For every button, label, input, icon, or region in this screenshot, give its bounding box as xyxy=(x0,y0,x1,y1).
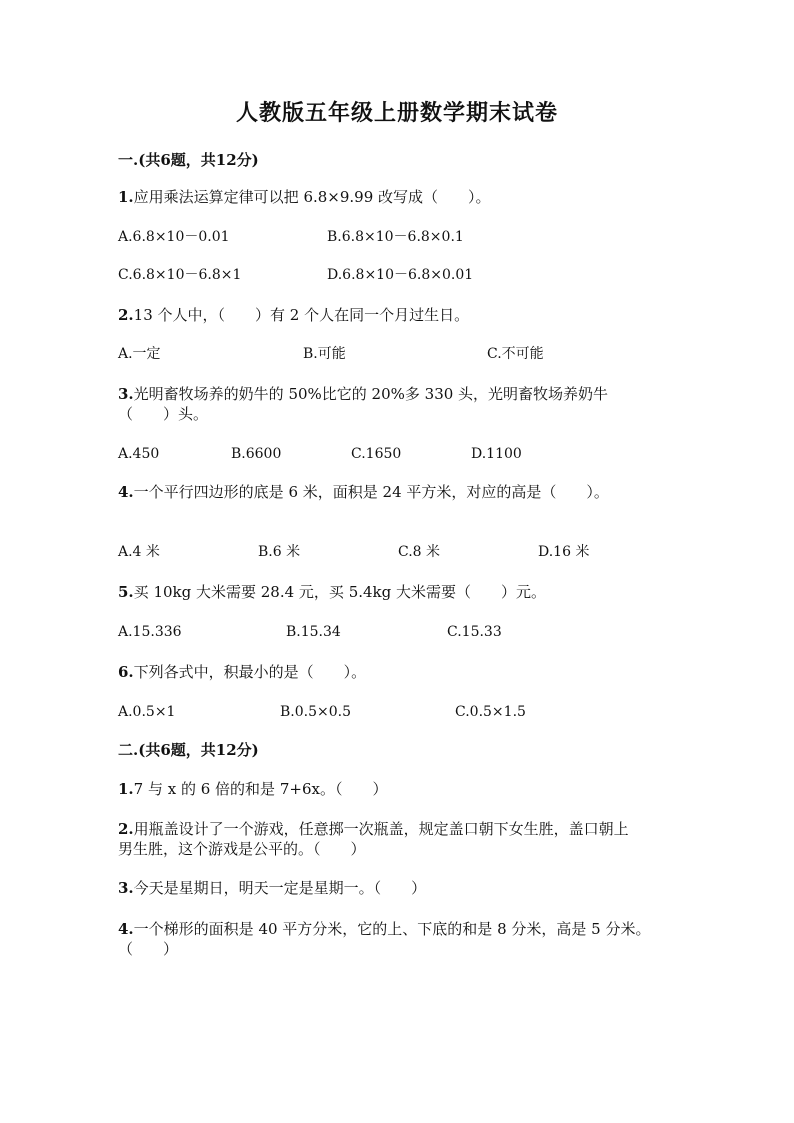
question-number: 5. xyxy=(118,583,134,601)
option-b: B.6 米 xyxy=(258,544,301,560)
question-2-2-continued: 男生胜，这个游戏是公平的。（ ） xyxy=(118,840,366,858)
question-1-2 xyxy=(118,305,469,325)
option-c: C.0.5×1.5 xyxy=(455,704,526,720)
question-text: 一个平行四边形的底是 6 米，面积是 24 平方米，对应的高是（ ）。 xyxy=(133,483,609,501)
question-number: 6. xyxy=(118,663,134,681)
option-c: C.6.8×10－6.8×1 xyxy=(118,267,242,283)
option-b: B.0.5×0.5 xyxy=(280,704,351,720)
question-number: 4. xyxy=(118,920,134,938)
question-text: 下列各式中，积最小的是（ ）。 xyxy=(133,663,367,681)
option-a: A.6.8×10－0.01 xyxy=(118,229,230,245)
question-2-4 xyxy=(118,919,650,939)
option-c: C.15.33 xyxy=(447,624,502,640)
question-number: 3. xyxy=(118,879,134,897)
question-1-1 xyxy=(118,187,491,207)
question-2-3 xyxy=(118,878,426,898)
option-c: C.不可能 xyxy=(487,346,544,362)
question-2-1 xyxy=(118,779,387,799)
question-text: 买 10kg 大米需要 28.4 元，买 5.4kg 大米需要（ ）元。 xyxy=(133,583,547,601)
question-text: 13 个人中，（ ）有 2 个人在同一个月过生日。 xyxy=(133,306,470,324)
question-number: 2. xyxy=(118,306,134,324)
option-d: D.16 米 xyxy=(538,544,590,560)
option-a: A.4 米 xyxy=(118,544,160,560)
question-number: 1. xyxy=(118,188,134,206)
question-number: 1. xyxy=(118,780,134,798)
option-c: C.8 米 xyxy=(398,544,441,560)
question-2-4-continued: （ ） xyxy=(118,940,179,958)
section-2-heading: 二.(共6题，共12分) xyxy=(118,741,259,759)
question-text: 应用乘法运算定律可以把 6.8×9.99 改写成（ ）。 xyxy=(133,188,491,206)
option-a: A.450 xyxy=(118,446,160,462)
question-text: 用瓶盖设计了一个游戏，任意掷一次瓶盖，规定盖口朝下女生胜，盖口朝上 xyxy=(133,820,629,838)
question-number: 2. xyxy=(118,820,134,838)
option-b: B.可能 xyxy=(303,346,346,362)
question-1-3-continued: （ ）头。 xyxy=(118,405,209,423)
option-b: B.6600 xyxy=(231,446,282,462)
option-d: D.6.8×10－6.8×0.01 xyxy=(327,267,474,283)
question-1-4 xyxy=(118,482,609,502)
question-1-5 xyxy=(118,582,546,602)
section-1-heading: 一.(共6题，共12分) xyxy=(118,151,259,169)
question-number: 4. xyxy=(118,483,134,501)
question-text: 一个梯形的面积是 40 平方分米，它的上、下底的和是 8 分米，高是 5 分米。 xyxy=(133,920,651,938)
question-text: 光明畜牧场养的奶牛的 50%比它的 20%多 330 头，光明畜牧场养奶牛 xyxy=(133,385,609,403)
option-a: A.0.5×1 xyxy=(118,704,176,720)
option-d: D.1100 xyxy=(471,446,522,462)
question-text: 7 与 x 的 6 倍的和是 7+6x。（ ） xyxy=(133,780,388,798)
option-c: C.1650 xyxy=(351,446,402,462)
question-1-6 xyxy=(118,662,366,682)
page-title: 人教版五年级上册数学期末试卷 xyxy=(235,100,558,126)
question-1-3 xyxy=(118,384,608,404)
option-b: B.6.8×10－6.8×0.1 xyxy=(327,229,464,245)
option-b: B.15.34 xyxy=(286,624,341,640)
option-a: A.一定 xyxy=(118,346,161,362)
question-number: 3. xyxy=(118,385,134,403)
question-2-2 xyxy=(118,819,629,839)
option-a: A.15.336 xyxy=(118,624,182,640)
question-text: 今天是星期日，明天一定是星期一。（ ） xyxy=(133,879,427,897)
